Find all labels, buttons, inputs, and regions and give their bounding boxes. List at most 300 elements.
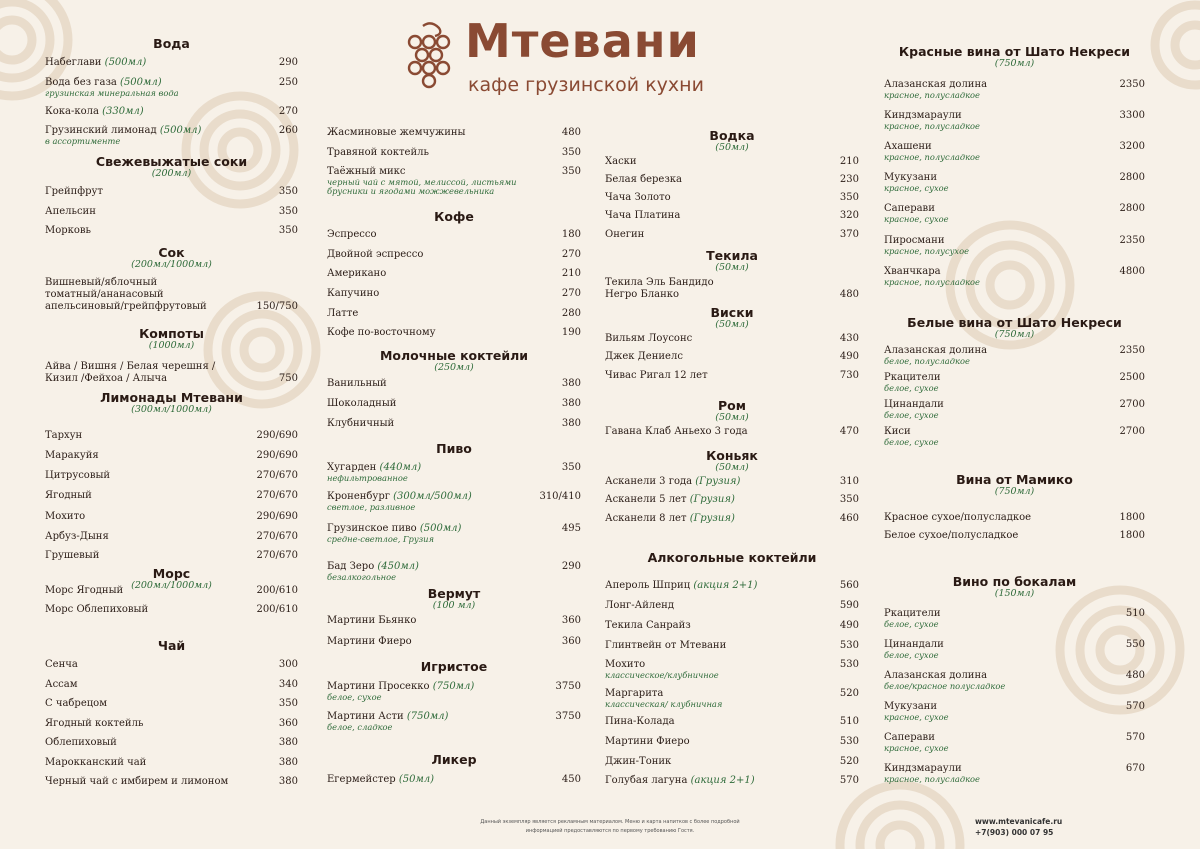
- section-title: Белые вина от Шато Некреси: [907, 315, 1122, 330]
- item-name-block: [884, 530, 1018, 542]
- item-name-block: [605, 192, 671, 204]
- item-name: Мартини Бьянко: [327, 615, 417, 626]
- item-name-block: [884, 639, 944, 660]
- item-name-block: [327, 774, 434, 786]
- item-volume: (750мл): [406, 711, 449, 722]
- item-name: Асканели 5 лет: [605, 494, 687, 505]
- item-name-block: [884, 426, 938, 447]
- item-price: 280: [561, 308, 581, 319]
- item-name: Чача Золото: [605, 192, 671, 203]
- item-price: 180: [561, 229, 581, 240]
- section-volume: (50мл): [715, 462, 749, 473]
- item-price: 1800: [1119, 530, 1145, 541]
- item-name-block: [605, 351, 683, 363]
- item-note: нефильтрованное: [327, 473, 408, 483]
- item-name: Маракуйя: [45, 450, 99, 461]
- footer-note-line: информацией предоставляются по первому требованию Гостя.: [525, 828, 695, 834]
- item-name-block: [884, 608, 941, 629]
- item-name-block: [45, 430, 82, 442]
- item-name: Мартини Фиеро: [605, 736, 690, 747]
- item-name-block: [45, 206, 96, 218]
- item-name: Мартини Асти: [327, 711, 404, 722]
- item-name: Киси: [884, 426, 911, 437]
- item-name-block: [605, 156, 637, 168]
- section-title: Молочные коктейли: [379, 348, 529, 363]
- item-name: Морковь: [45, 225, 92, 236]
- item-note: белое, сухое: [884, 650, 939, 660]
- item-price: 270/670: [256, 550, 298, 561]
- item-name: Мохито: [45, 511, 86, 522]
- item-name-block: [884, 235, 969, 256]
- item-price: 290: [561, 561, 581, 572]
- item-price: 270/670: [256, 531, 298, 542]
- item-name-block: [327, 147, 429, 159]
- item-price: 350: [839, 494, 859, 505]
- item-name: Ахашени: [884, 141, 932, 152]
- section-title: Свежевыжатые соки: [95, 154, 248, 169]
- section-title: Компоты: [139, 326, 204, 341]
- item-price: 510: [1125, 608, 1145, 619]
- item-name-block: [45, 511, 85, 523]
- item-name-block: [884, 701, 949, 722]
- item-name-block: [327, 523, 461, 544]
- item-name: Саперави: [884, 732, 935, 743]
- item-volume: (450мл): [377, 561, 419, 572]
- swirl-right-top: [1155, 5, 1200, 85]
- section-title: Текила: [706, 248, 758, 263]
- item-name-block: [884, 670, 1005, 691]
- section-title: Морс: [152, 566, 191, 581]
- item-name-block: [605, 494, 735, 506]
- item-note: белое, сухое: [884, 437, 939, 447]
- item-name: Хванчкара: [884, 266, 941, 277]
- item-price: 380: [561, 418, 581, 429]
- item-name: Арбуз-Дыня: [45, 531, 109, 542]
- item-price: 300: [278, 659, 298, 670]
- item-note: белое/красное полусладкое: [884, 681, 1006, 691]
- item-name: Пиросмани: [884, 235, 945, 246]
- item-price: 480: [561, 127, 581, 138]
- item-note: грузинская минеральная вода: [45, 88, 179, 98]
- item-note: красное, полусладкое: [884, 277, 980, 287]
- item-name: Алазанская долина: [884, 345, 988, 356]
- item-note: светлое, разливное: [327, 502, 416, 512]
- item-name-block: [45, 186, 103, 198]
- item-name-block: [327, 378, 387, 390]
- item-price: 530: [839, 640, 859, 651]
- item-name: Апельсин: [45, 206, 96, 217]
- section-title: Пиво: [436, 441, 472, 456]
- website-link[interactable]: www.mtevanicafe.ru: [975, 817, 1063, 826]
- item-name-block: [605, 333, 692, 345]
- item-name: Апероль Шприц: [605, 580, 691, 591]
- item-price: 520: [839, 756, 859, 767]
- item-name: Голубая лагуна: [605, 775, 688, 786]
- section-volume: (750мл): [994, 58, 1035, 69]
- item-name: Белое сухое/полусладкое: [884, 530, 1019, 541]
- item-name: Морс Ягодный: [45, 585, 124, 596]
- item-name-block: [45, 659, 78, 671]
- section-title: Лимонады Мтевани: [100, 390, 243, 405]
- item-note: красное, полусладкое: [884, 90, 980, 100]
- item-price: 570: [1125, 732, 1145, 743]
- item-note: красное, сухое: [884, 183, 949, 193]
- item-price: 520: [839, 688, 859, 699]
- item-price: 350: [278, 225, 298, 236]
- item-name-block: [605, 580, 757, 592]
- item-name-block: [605, 210, 680, 222]
- item-price: 3750: [555, 711, 581, 722]
- item-price: 380: [278, 757, 298, 768]
- item-name-block: [605, 659, 719, 680]
- item-price: 350: [561, 147, 581, 158]
- section-title: Чай: [157, 638, 186, 653]
- section-title: Ликер: [431, 752, 477, 767]
- item-price: 190: [561, 327, 581, 338]
- item-note: белое, сухое: [327, 692, 382, 702]
- item-name: Вильям Лоусонс: [605, 333, 693, 344]
- item-price: 4800: [1119, 266, 1145, 277]
- item-name-block: [884, 732, 949, 753]
- brand-name: Мтевани: [465, 14, 700, 68]
- item-name-block: [605, 600, 674, 612]
- item-name: Ванильный: [327, 378, 387, 389]
- item-name-block: [605, 229, 644, 241]
- item-price: 380: [561, 398, 581, 409]
- item-name-block: [45, 225, 91, 237]
- item-price: 350: [278, 698, 298, 709]
- item-volume: (акция 2+1): [690, 775, 755, 786]
- item-name-block: [45, 737, 117, 749]
- item-name: Асканели 8 лет: [605, 513, 687, 524]
- item-price: 550: [1125, 639, 1145, 650]
- item-name-block: [605, 688, 722, 709]
- item-name-block: [45, 776, 228, 788]
- item-note: красное, полусладкое: [884, 774, 980, 784]
- item-price: 2350: [1119, 345, 1145, 356]
- item-name-block: [884, 141, 980, 162]
- item-price: 1800: [1119, 512, 1145, 523]
- item-name: Мартини Фиеро: [327, 636, 412, 647]
- section-volume: (50мл): [715, 262, 749, 273]
- item-name-block: [327, 636, 412, 648]
- phone-number: +7(903) 000 07 95: [975, 828, 1054, 837]
- item-name: Маргарита: [605, 688, 664, 699]
- item-name-block: [327, 249, 423, 261]
- item-note: белое, сухое: [884, 619, 939, 629]
- swirl-left: [186, 96, 294, 204]
- item-price: 290: [278, 57, 298, 68]
- item-name: Травяной коктейль: [327, 147, 429, 158]
- item-name-block: [327, 308, 358, 320]
- item-name-block: [45, 57, 146, 69]
- item-name-block: [327, 398, 396, 410]
- section-title: Вермут: [427, 586, 481, 601]
- item-name: Эспрессо: [327, 229, 377, 240]
- item-note: классическая/ клубничная: [605, 699, 723, 709]
- footer-contacts: [975, 816, 1062, 838]
- item-name: Тархун: [45, 430, 83, 441]
- item-note: белое, сладкое: [327, 722, 393, 732]
- item-name-block: [327, 711, 448, 732]
- item-name-block: [45, 490, 92, 502]
- item-name-block: [327, 268, 386, 280]
- section-volume: (200мл/1000мл): [131, 580, 212, 591]
- section-title: Алкогольные коктейли: [647, 550, 817, 565]
- item-name: Бад Зеро: [327, 561, 375, 572]
- item-name: Лонг-Айленд: [605, 600, 674, 611]
- item-price: 350: [561, 462, 581, 473]
- item-note: красное, сухое: [884, 214, 949, 224]
- item-note: красное, сухое: [884, 743, 949, 753]
- section-volume: (50мл): [715, 142, 749, 153]
- item-volume: (50мл): [398, 774, 435, 785]
- item-name: Кроненбург: [327, 491, 390, 502]
- item-name: Сенча: [45, 659, 78, 670]
- item-name-block: [45, 531, 109, 543]
- item-price: 270/670: [256, 470, 298, 481]
- item-name-block: [884, 372, 941, 393]
- section-title: Вина от Мамико: [956, 472, 1073, 487]
- item-price: 2500: [1119, 372, 1145, 383]
- item-price: 670: [1125, 763, 1145, 774]
- item-note: черный чай с мятой, мелиссой, листьями брусники и ягодами можжевельника: [327, 177, 517, 196]
- item-name: Алазанская долина: [884, 670, 988, 681]
- item-name: Вода без газа: [45, 77, 117, 88]
- item-name: Марокканский чай: [45, 757, 147, 768]
- item-name: Цинандали: [884, 639, 944, 650]
- item-price: 340: [278, 679, 298, 690]
- item-volume: (500мл): [159, 125, 202, 136]
- item-price: 350: [561, 166, 581, 177]
- item-price: 570: [839, 775, 859, 786]
- item-price: 2350: [1119, 79, 1145, 90]
- section-volume: (50мл): [715, 412, 749, 423]
- item-volume: (300мл/500мл): [393, 491, 472, 502]
- item-price: 360: [278, 718, 298, 729]
- item-name: Киндзмараули: [884, 763, 962, 774]
- item-volume: (750мл): [432, 681, 475, 692]
- item-name-block: [884, 172, 949, 193]
- item-name: Саперави: [884, 203, 935, 214]
- item-name-block: [884, 512, 1031, 524]
- item-name-block: [327, 327, 436, 339]
- item-name: Ркацители: [884, 608, 941, 619]
- item-name: Ягодный коктейль: [45, 718, 144, 729]
- section-volume: (300мл/1000мл): [131, 404, 212, 415]
- section-title: Виски: [710, 305, 754, 320]
- item-price: 490: [839, 351, 859, 362]
- item-price: 290/690: [256, 450, 298, 461]
- item-price: 530: [839, 736, 859, 747]
- item-name: Черный чай с имбирем и лимоном: [45, 776, 229, 787]
- item-name: Облепиховый: [45, 737, 117, 748]
- item-name: Кофе по-восточному: [327, 327, 436, 338]
- item-name: Ягодный: [45, 490, 92, 501]
- item-name-block: [327, 491, 472, 512]
- section-volume: (1000мл): [148, 340, 195, 351]
- item-volume: (Грузия): [689, 494, 735, 505]
- item-name-block: [605, 775, 755, 787]
- item-name-block: [45, 679, 78, 691]
- item-volume: (440мл): [379, 462, 422, 473]
- item-name: Хугарден: [327, 462, 377, 473]
- section-title: Коньяк: [706, 448, 758, 463]
- section-title: Красные вина от Шато Некреси: [898, 44, 1131, 59]
- section-title: Сок: [158, 245, 185, 260]
- item-price: 380: [278, 776, 298, 787]
- item-name: Шоколадный: [327, 398, 397, 409]
- item-price: 370: [839, 229, 859, 240]
- item-name-block: [884, 345, 987, 366]
- item-price: 2350: [1119, 235, 1145, 246]
- item-price: 3300: [1119, 110, 1145, 121]
- item-name: Джек Дениелс: [605, 351, 683, 362]
- item-name-block: [605, 736, 690, 748]
- item-name: Мукузани: [884, 701, 938, 712]
- item-price: 495: [561, 523, 581, 534]
- item-name-block: [605, 716, 675, 728]
- item-note: в ассортименте: [45, 136, 121, 146]
- item-name: Ркацители: [884, 372, 941, 383]
- item-price: 470: [839, 426, 859, 437]
- item-name-block: [45, 604, 148, 616]
- item-name: Грузинский лимонад: [45, 125, 157, 136]
- item-name: Ассам: [45, 679, 78, 690]
- item-name-block: [605, 426, 748, 438]
- section-title: Кофе: [434, 209, 474, 224]
- item-price: 360: [561, 615, 581, 626]
- item-name-block: [884, 266, 980, 287]
- item-name-block: [45, 106, 144, 118]
- item-price: 730: [839, 370, 859, 381]
- item-name-block: [45, 277, 207, 313]
- item-name: Асканели 3 года: [605, 476, 693, 487]
- item-name: Набеглави: [45, 57, 102, 68]
- item-price: 560: [839, 580, 859, 591]
- item-name-block: [45, 585, 123, 597]
- item-name: Морс Облепиховый: [45, 604, 149, 615]
- item-price: 490: [839, 620, 859, 631]
- item-price: 350: [278, 206, 298, 217]
- item-name-block: [45, 698, 107, 710]
- section-title: Вино по бокалам: [952, 574, 1077, 589]
- item-price: 2800: [1119, 172, 1145, 183]
- section-title: Игристое: [420, 659, 488, 674]
- item-price: 310: [839, 476, 859, 487]
- item-name: Хаски: [605, 156, 637, 167]
- item-price: 270: [278, 106, 298, 117]
- swirl-bottom-right: [840, 785, 960, 849]
- section-title: Водка: [709, 128, 755, 143]
- section-volume: (200мл/1000мл): [131, 259, 212, 270]
- item-price: 310/410: [539, 491, 581, 502]
- section-title: Вода: [153, 36, 190, 51]
- item-note: белое, сухое: [884, 410, 939, 420]
- item-name-block: [605, 513, 735, 525]
- item-price: 2700: [1119, 399, 1145, 410]
- item-price: 200/610: [256, 604, 298, 615]
- item-volume: (акция 2+1): [693, 580, 758, 591]
- grape-logo-icon: [405, 18, 455, 93]
- item-name: Капучино: [327, 288, 380, 299]
- item-price: 750: [278, 373, 298, 384]
- item-price: 530: [839, 659, 859, 670]
- item-name: Глинтвейн от Мтевани: [605, 640, 727, 651]
- item-name-block: [327, 561, 419, 582]
- section-volume: (750мл): [994, 329, 1035, 340]
- item-name-block: [327, 462, 421, 483]
- item-note: средне-светлое, Грузия: [327, 534, 435, 544]
- item-price: 260: [278, 125, 298, 136]
- item-name: Гавана Клаб Аньехо 3 года: [605, 426, 748, 437]
- item-name: Белая березка: [605, 174, 682, 185]
- item-note: белое, сухое: [884, 383, 939, 393]
- item-price: 350: [278, 186, 298, 197]
- section-volume: (250мл): [434, 362, 474, 373]
- item-name-block: [327, 288, 379, 300]
- item-name-block: [605, 620, 691, 632]
- item-name: Красное сухое/полусладкое: [884, 512, 1032, 523]
- item-price: 480: [839, 289, 859, 300]
- footer-note-line: Данный экземпляр является рекламным материалом. Меню и карта напитков с более подробной: [480, 819, 740, 825]
- brand-tagline: кафе грузинской кухни: [468, 74, 704, 96]
- item-price: 460: [839, 513, 859, 524]
- item-volume: (500мл): [104, 57, 147, 68]
- item-volume: (Грузия): [695, 476, 741, 487]
- item-price: 450: [561, 774, 581, 785]
- item-name: Чача Платина: [605, 210, 681, 221]
- item-price: 510: [839, 716, 859, 727]
- item-name-block: [605, 370, 708, 382]
- item-note: классическое/клубничное: [605, 670, 719, 680]
- item-name-block: [884, 110, 980, 131]
- item-name-block: [45, 125, 201, 146]
- item-name: Грейпфрут: [45, 186, 103, 197]
- item-name: Цитрусовый: [45, 470, 111, 481]
- item-note: красное, полусухое: [884, 246, 969, 256]
- item-name-block: [884, 399, 944, 420]
- item-name: Жасминовые жемчужины: [327, 127, 466, 138]
- item-note: безалкогольное: [327, 572, 397, 582]
- item-price: 290/690: [256, 511, 298, 522]
- item-price: 320: [839, 210, 859, 221]
- item-note: красное, сухое: [884, 712, 949, 722]
- item-name-block: [605, 640, 726, 652]
- item-volume: (500мл): [120, 77, 162, 88]
- item-price: 380: [278, 737, 298, 748]
- item-price: 480: [1125, 670, 1145, 681]
- item-name: Латте: [327, 308, 359, 319]
- section-title: Ром: [718, 398, 746, 413]
- item-price: 2800: [1119, 203, 1145, 214]
- item-price: 270: [561, 288, 581, 299]
- item-name: Американо: [327, 268, 387, 279]
- item-name-block: [45, 77, 179, 98]
- item-price: 2700: [1119, 426, 1145, 437]
- item-name: Мукузани: [884, 172, 938, 183]
- item-name: Клубничный: [327, 418, 395, 429]
- item-price: 3750: [555, 681, 581, 692]
- item-price: 210: [839, 156, 859, 167]
- item-volume: (330мл): [102, 106, 144, 117]
- item-volume: (Грузия): [689, 513, 735, 524]
- item-name-block: [327, 166, 517, 196]
- item-name-block: [605, 174, 682, 186]
- item-name: Айва / Вишня / Белая черешня / Кизил /Фейхоа / Алыча: [45, 361, 216, 384]
- item-name: Текила Санрайз: [605, 620, 691, 631]
- item-price: 570: [1125, 701, 1145, 712]
